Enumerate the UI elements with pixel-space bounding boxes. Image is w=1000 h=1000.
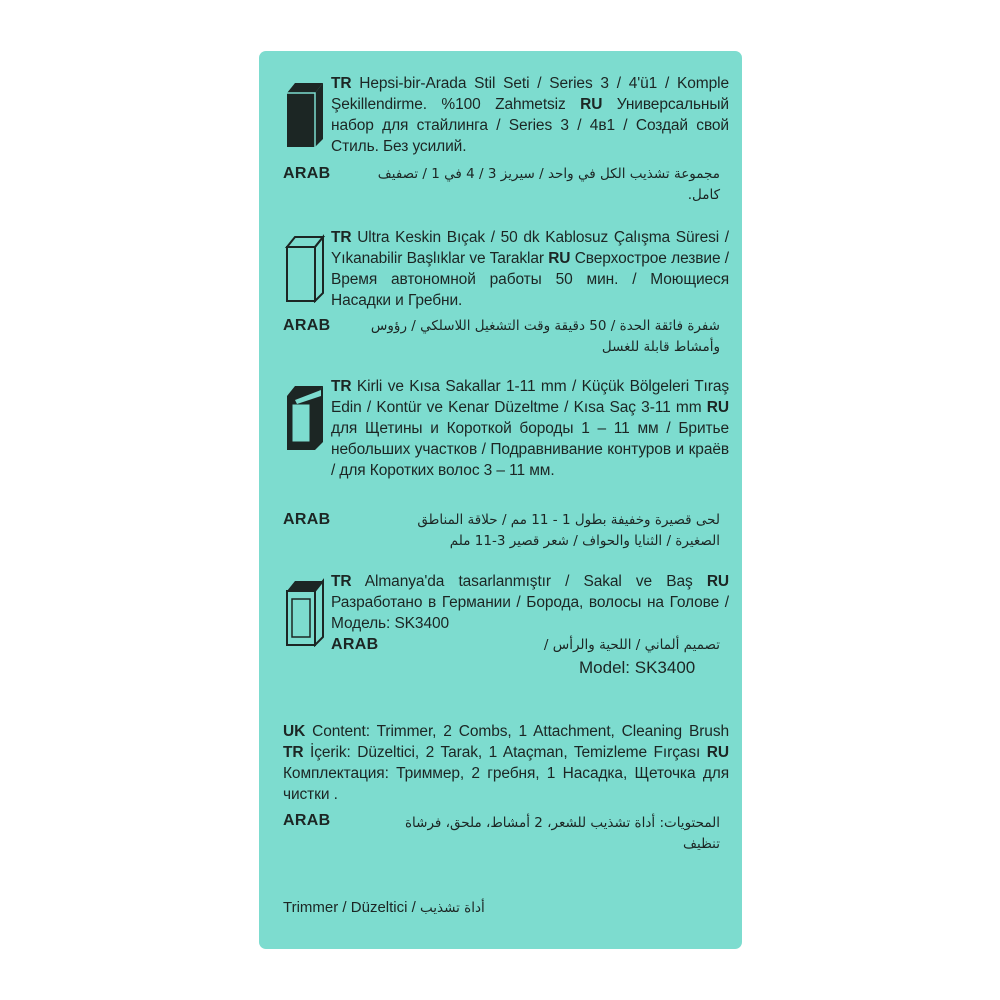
uk-content: Content: Trimmer, 2 Combs, 1 Attachment, Cleaning Brush: [312, 723, 729, 740]
footer-separator: /: [338, 899, 351, 916]
arab-description: تصميم ألماني / اللحية والرأس /: [543, 637, 720, 653]
footer-separator: /: [407, 899, 420, 916]
lang-code-arab: ARAB: [283, 165, 331, 182]
tr-description: Ultra Keskin Bıçak / 50 dk Kablosuz Çalışma Süresi / Yıkanabilir Başlıklar ve Taraklar: [331, 229, 729, 267]
lang-code-arab: ARAB: [283, 317, 331, 334]
lang-code-tr: TR: [283, 744, 304, 761]
ru-description: Универсальный набор для стайлинга / Series 3 / 4в1 / Создай свой Стиль. Без усилий.: [331, 96, 729, 155]
product-name-en: Trimmer: [283, 899, 339, 916]
product-name-footer: [283, 899, 485, 916]
feature-text-2: [331, 227, 729, 311]
lang-code-tr: TR: [331, 573, 352, 590]
lang-code-tr: TR: [331, 229, 352, 246]
lang-code-tr: TR: [331, 378, 352, 395]
feature-text-3-tr: [331, 376, 729, 481]
lang-code-ru: RU: [706, 399, 729, 416]
product-name-tr: Düzeltici: [350, 899, 408, 916]
lang-code-uk: UK: [283, 723, 306, 740]
ru-description: Сверхострое лезвие / Время автономной работы 50 мин. / Моющиеся Насадки и Гребни.: [331, 250, 729, 309]
lang-code-ru: RU: [548, 250, 571, 267]
tr-description: Kirli ve Kısa Sakallar 1-11 mm / Küçük Bölgeleri Tıraş Edin / Kontür ve Kenar Düzeltme / Kısa Saç 3-11 mm: [331, 378, 729, 416]
tr-content: İçerik: Düzeltici, 2 Tarak, 1 Ataçman, Temizleme Fırçası: [310, 744, 701, 761]
lang-code-ru: RU: [706, 744, 729, 761]
ru-description: Разработано в Германии / Борода, волосы на Голове / Модель: SK3400: [331, 594, 729, 632]
box-window-icon: [283, 382, 325, 452]
arab-description: لحى قصيرة وخفيفة بطول 1 - 11 مم / حلاقة المناطق الصغيرة / الثنايا والحواف / شعر قصير 3-11 ملم: [417, 512, 720, 549]
model-number: Model: SK3400: [579, 658, 696, 677]
arab-content: المحتويات: أداة تشذيب للشعر، 2 أمشاط، ملحق، فرشاة تنظيف: [404, 815, 720, 852]
lang-code-arab: ARAB: [331, 636, 379, 653]
product-name-ar: أداة تشذيب: [419, 900, 485, 916]
box-solid-icon: [283, 79, 325, 149]
box-outline-icon: [283, 233, 325, 303]
feature-text-4: [331, 571, 729, 634]
lang-code-arab: ARAB: [283, 511, 331, 528]
arab-description: مجموعة تشذيب الكل في واحد / سيريز 3 / 4 في 1 / تصفيف كامل.: [377, 166, 720, 203]
content-text: [283, 721, 729, 805]
ru-description: для Щетины и Короткой бороды 1 – 11 мм / Бритье небольших участков / Подравнивание контуров и краёв / для Коротких волос 3 – 11 мм.: [331, 420, 729, 479]
lang-code-ru: RU: [706, 573, 729, 590]
lang-code-ru: RU: [580, 96, 603, 113]
ru-content: Комплектация: Триммер, 2 гребня, 1 Насадка, Щеточка для чистки .: [283, 765, 729, 803]
lang-code-arab: ARAB: [283, 812, 331, 829]
box-open-icon: [283, 577, 325, 647]
tr-description: Almanya'da tasarlanmıştır / Sakal ve Baş: [364, 573, 693, 590]
product-label-panel: [259, 51, 742, 949]
tr-description: Hepsi-bir-Arada Stil Seti / Series 3 / 4'ü1 / Komple Şekillendirme. %100 Zahmetsiz: [331, 75, 729, 113]
feature-text-1: [331, 73, 729, 157]
arab-description: شفرة فائقة الحدة / 50 دقيقة وقت التشغيل اللاسلكي / رؤوس وأمشاط قابلة للغسل: [370, 318, 720, 355]
lang-code-tr: TR: [331, 75, 352, 92]
